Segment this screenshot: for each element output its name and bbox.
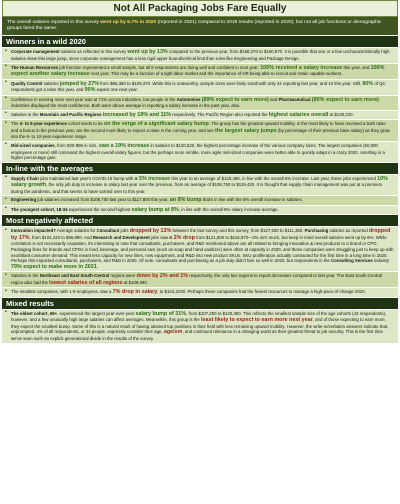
bullet-text: (by percentage of their previous base salary) as they grow into the 6- to 10-year experience range. <box>11 127 390 140</box>
section-heading: Mixed results <box>2 298 398 309</box>
page-title: Not All Packaging Jobs Fare Equally <box>2 0 398 17</box>
bullet-item <box>2 205 398 215</box>
bullet-lead: Corporate management <box>11 49 60 55</box>
intro-text: The overall salaries reported in this survey <box>7 20 101 25</box>
bullet-lead: Quality Control <box>11 80 43 86</box>
bullet-highlight: lowest salaries of all regions <box>49 279 123 286</box>
bullet-text: compared to the previous year, from $168,370 to $190,970. It is possible that one or a few uncharacteristically high salaries skew this large jump, since corporate management has a less rigid upper bound/vertical limit than roles like Engineering and Package Design. <box>11 49 390 61</box>
bullet-highlight: (80% expect to earn more) <box>311 96 379 103</box>
bullet-highlight: 100% expect another salary increase <box>11 64 385 78</box>
bullet-text: Confidence in earning more next year was at 71% across industries, but people in the <box>11 96 177 102</box>
bullet-text: respectively. The Pacific Region also reported the <box>171 111 269 117</box>
bullet-text: jobs saw <box>149 234 170 240</box>
bullet-highlight: 10% salary growth <box>11 175 388 189</box>
bullet-lead: 3- to 5-year experience <box>19 121 67 127</box>
bullet-text: of QC respondents got a raise this year, and <box>11 80 386 93</box>
bullet-lead: Engineering <box>11 197 37 203</box>
bullet-highlight: went up by 13% <box>127 49 168 56</box>
bullet-highlight: on the verge of a significant salary bump <box>103 121 209 128</box>
bullet-text: this year, and <box>342 64 371 70</box>
bullet-lead: Northeast and East South-Central <box>39 273 110 279</box>
bullet-highlight: salary bump at 8% <box>131 206 179 213</box>
bullet-lead: Automotive <box>176 96 201 102</box>
bullet-lead: Consultant <box>96 228 120 234</box>
bullet-highlight: saw a 19% increase <box>98 142 150 149</box>
bullet-text: salaries as reported <box>328 228 369 234</box>
bullet-lead: Pharmaceutical <box>278 96 311 102</box>
bullet-lead: Supply Chain <box>11 175 39 181</box>
bullet-lead: Innovation impacted? <box>11 228 56 234</box>
bullet-text: jobs <box>119 228 130 234</box>
bullet-highlight: a 5% increase <box>134 175 171 182</box>
sections-container <box>2 36 398 342</box>
bullet-highlight: salary bump of 31% <box>135 310 187 317</box>
bullet-item <box>2 141 398 162</box>
bullet-lead: Research and Development <box>92 234 150 240</box>
bullet-item <box>2 47 398 62</box>
bullet-text: from $121,500 to $118,970—2% isn't much, but keep in mind overall salaries went up by 6%. While correlation is not necessarily causation, it's interesting to note that consultants, purchasers, and R&D mentioned above are all related to bringing innovation & new products to a brand or CPG. Packaging lines for brands and CPGs in food, beverage, and personal care (such as soap and hand sanitizer) were often at capacity in 2020, and those companies were struggling just to keep up with exorbitant consumer demand. This meant less capacity for new lines, new equipment, and R&D into new product SKUs. SKU proliferation actually contracted for the first time in a long time in 2020. Perhaps this impacted consultants, purchasers, and R&D in 2020. Of note, consultants and purchasing as a job duty didn't fare so well in 2020, but respondents in the <box>11 234 394 264</box>
bullet-text: industry <box>372 258 390 264</box>
bullet-text: regions were <box>109 273 137 279</box>
bullet-text: from $86,350 to $109,370. While this is noteworthy, sample sizes were fairly small with only 24 reporting last year, and 10 this year. Still, <box>99 80 363 86</box>
bullet-highlight: the largest salary jumps <box>215 127 277 134</box>
bullet-highlight: highest salaries overall <box>268 111 329 118</box>
intro-text-end: (reported in 2021) compared to 2019 results (reported in 2020), but not all job functions or demographic groups fared the same. <box>7 20 382 32</box>
bullet-text: salaries as reflected in this survey <box>59 49 128 55</box>
bullet-item <box>2 287 398 297</box>
bullet-item <box>2 271 398 287</box>
bullet-highlight: dropped by 17% <box>11 228 391 241</box>
bullet-item <box>2 110 398 120</box>
bullet-text: . The group has the greatest upward mobility, is the most likely to have received a both raise and a bonus in the previous year, are the second most likely to expect a raise in the coming year, and see <box>11 121 386 133</box>
bullet-text: industries displayed the most confidence. Both were above average in reporting a salary increase in the past year, also. <box>11 103 241 109</box>
bullet-text: , from 500-999 in size, <box>54 142 99 148</box>
bullet-text: at $109,690. <box>122 279 148 285</box>
bullet-highlight: 79% expect to make more in 2021 <box>11 263 97 270</box>
bullet-text: job function represented a small sample, but all 8 respondents are doing well and confident in next year: <box>58 64 261 70</box>
bullet-highlight: (89% expect to earn more) <box>201 96 269 103</box>
bullet-text: , and of those expecting to earn more, they expect the smallest bump. Some of this is a natural result of having attained top positions in their field with less remaining upward mobility. However, the write-in/verbatim answers indicate that, unprompted, 4% of all respondents, or 24 people, expressly consider their age, <box>11 317 389 335</box>
bullet-text: , to $104,2100. Perhaps these companies had the fewest resources to manage a high-pace-of-change 2020. <box>157 289 366 295</box>
bullet-text: expect one next year. <box>95 87 138 93</box>
bullet-text: next year. This may be a function of a tight labor market and the importance of HR being able to recruit and retain capable workers. <box>89 71 343 77</box>
bullet-lead: The Human Resources <box>11 64 59 70</box>
bullet-highlight: least likely to expect to earn more next year <box>200 317 313 324</box>
bullet-text: The <box>11 121 20 127</box>
bullet-text: experienced the second-highest <box>67 206 132 212</box>
bullet-highlight: 100% received a salary increase <box>260 64 343 71</box>
bullet-item <box>2 63 398 79</box>
bullet-item <box>2 174 398 196</box>
bullet-item <box>2 226 398 271</box>
bullet-text: cohort tends to be <box>66 121 104 127</box>
bullet-highlight: dropped by 13% <box>129 228 172 235</box>
bullet-text: , from $104,220 to $86,890. And <box>29 234 93 240</box>
intro-summary <box>2 17 398 35</box>
bullet-highlight: 90% <box>84 87 96 94</box>
bullet-text: Salaries in the <box>11 111 40 117</box>
bullet-text: salaries <box>42 80 60 86</box>
bullet-text: Average salaries for <box>55 228 97 234</box>
bullet-lead: The youngest cohort, 18-34 <box>11 206 68 212</box>
section-heading: Most negatively affected <box>2 215 398 226</box>
bullet-item <box>2 309 398 343</box>
bullet-lead: Purchasing <box>304 228 329 234</box>
bullet-item <box>2 195 398 205</box>
bullet-text: that's in line with the 6% overall increase in salaries. <box>201 197 303 203</box>
bullet-item <box>2 119 398 141</box>
bullet-text: job salaries increased from $108,700 last year to $117,800 this year, <box>36 197 170 203</box>
bullet-text: at $139,220. <box>328 111 354 117</box>
bullet-highlight: an 8% bump <box>169 197 202 204</box>
bullet-text: , and continued relevance in a changing world as their greatest threat to job security. This is the first time we've seen such an explicit generational divide in the results of the survey. <box>11 329 383 341</box>
bullet-text: respectively, the only two regions to report decreases compared to last year. The East South-Central region also had the <box>11 273 383 285</box>
bullet-item <box>2 79 398 95</box>
bullet-lead: The oldest cohort, 65+ <box>11 310 58 316</box>
bullet-highlight: ageism <box>163 329 183 336</box>
bullet-lead: Consulting Services <box>331 258 373 264</box>
bullet-text: this year to an average of $125,490, in line with the overall 6% increase. Last year, these jobs experienced <box>170 175 378 181</box>
bullet-text: , experienced the largest year-over-year <box>57 310 136 316</box>
infographic <box>2 0 398 343</box>
bullet-highlight: 80% <box>362 80 374 87</box>
section-heading: In-line with the averages <box>2 163 398 174</box>
bullet-text: The smallest companies, with 1-9 employees, saw a <box>11 289 113 295</box>
bullet-text: jobs maintained last year's COVID-19 bump with <box>38 175 135 181</box>
section-heading: Winners in a wild 2020 <box>2 36 398 47</box>
bullet-item <box>2 95 398 110</box>
bullet-text: . <box>96 263 98 269</box>
bullet-lead: Mountain and Pacific Regions <box>39 111 102 117</box>
bullet-text: between the last survey and this survey, from $127,500 to $111,350. <box>171 228 305 234</box>
bullet-text: and <box>268 96 279 102</box>
bullet-lead: Mid-sized companies <box>11 142 55 148</box>
intro-highlight: went up by 5.7% in 2020 <box>100 20 157 25</box>
bullet-text: , from $107,250 to $140,350. This reflects the smallest sample size of the age cohorts (43 respondents), however, and a few unusually high large salaries can affect averages. Meanwhile, this group is the <box>11 310 387 323</box>
bullet-highlight: increased by 19% and 11% <box>102 111 172 118</box>
bullet-text: in salaries to $120,520, the highest percentage increase of the various company sizes. The largest companies (50,000 employees or more) still command the highest overall salary figures, but the perhaps more nimble, more agile mid-sized companies were better able to quickly adapt in a crazy 2020, resulting in a higher percentage gain. <box>11 142 385 161</box>
bullet-highlight: 7% drop in salary <box>112 289 158 296</box>
bullet-text: , in line with the overall 6% salary increase average. <box>178 206 279 212</box>
bullet-text: Salaries in the <box>11 273 40 279</box>
bullet-highlight: jumped by 27% <box>59 80 100 87</box>
bullet-highlight: a 2% drop <box>169 234 195 241</box>
bullet-text: , the only job duty to increase in salary last year over the previous, from an average of $108,750 to $119,420. It is thought that supply chain management was put at a premium during the pandemic, and that seems to have carried over to this year. <box>11 182 383 194</box>
bullet-highlight: down by 2% and 1% <box>136 273 189 280</box>
